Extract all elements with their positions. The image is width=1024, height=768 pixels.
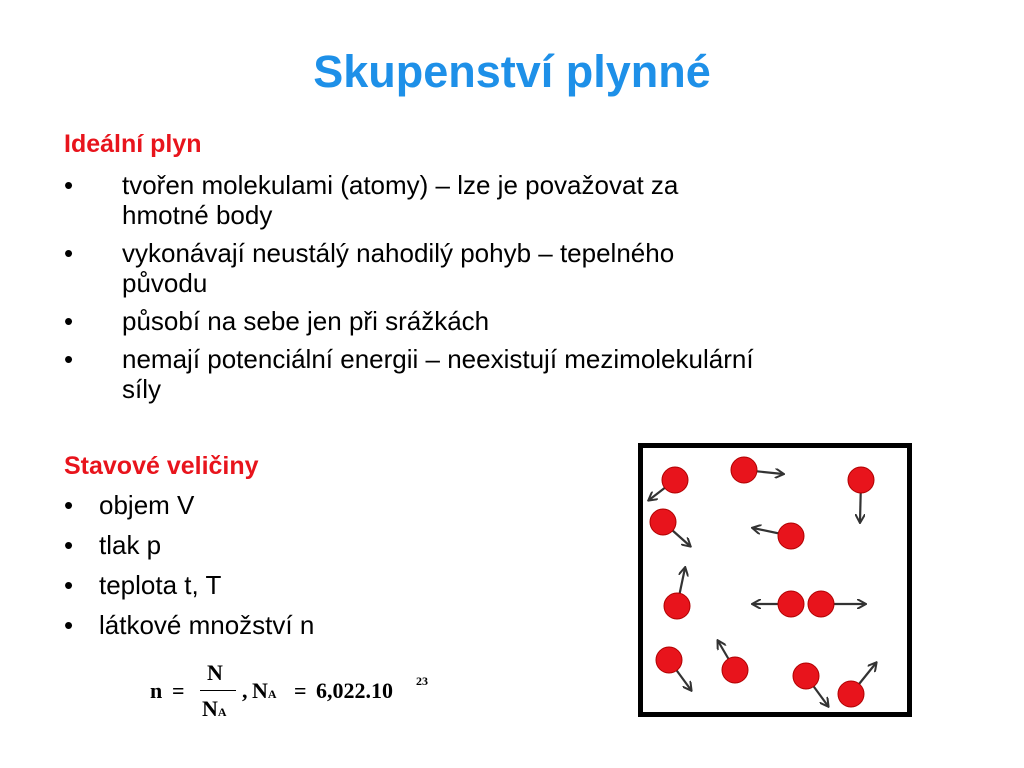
formula-equals-2: =: [294, 678, 307, 703]
molecule: [808, 591, 834, 617]
formula-n: n: [150, 678, 163, 703]
bullet-icon: •: [64, 238, 74, 268]
list-item: • teplota t, T: [64, 570, 222, 600]
heading-stavove-veliciny: Stavové veličiny: [64, 452, 259, 480]
bullet-icon: •: [64, 610, 74, 640]
list-item: • vykonávají neustálý nahodilý pohyb – tepelného původu: [64, 238, 675, 298]
bullet-icon: •: [64, 306, 74, 336]
bullet-icon: •: [64, 170, 74, 200]
molecule: [778, 523, 804, 549]
molecule: [848, 467, 874, 493]
fraction-line: [200, 690, 236, 691]
bullet-icon: •: [64, 570, 74, 600]
molecule: [793, 663, 819, 689]
molecule: [778, 591, 804, 617]
molecule: [650, 509, 676, 535]
molecule: [838, 681, 864, 707]
list-item: • tvořen molekulami (atomy) – lze je považovat za hmotné body: [64, 170, 679, 230]
bullet-icon: •: [64, 490, 74, 520]
molecule: [722, 657, 748, 683]
slide-title: Skupenství plynné: [313, 46, 711, 97]
formula-equals: =: [172, 678, 185, 703]
formula-na: NA: [252, 678, 277, 703]
heading-idealni-plyn: Ideální plyn: [64, 130, 202, 158]
molecules-illustration: [643, 448, 907, 712]
list-item: • látkové množství n: [64, 610, 315, 640]
molecule: [664, 593, 690, 619]
molecule: [656, 647, 682, 673]
bullet-icon: •: [64, 344, 74, 374]
state-quantities-list: [64, 490, 584, 650]
list-item: • tlak p: [64, 530, 162, 560]
formula-comma: ,: [242, 678, 248, 703]
ideal-gas-list: [64, 170, 964, 412]
formula-exponent: 23: [416, 674, 428, 688]
gas-container-diagram: [638, 443, 912, 717]
molecule: [662, 467, 688, 493]
list-item: • objem V: [64, 490, 195, 520]
formula-denominator: NA: [202, 696, 227, 721]
formula-value: 6,022.10: [316, 678, 393, 703]
molecule: [731, 457, 757, 483]
bullet-icon: •: [64, 530, 74, 560]
formula-numerator: N: [207, 660, 223, 685]
list-item: • působí na sebe jen při srážkách: [64, 306, 490, 336]
list-item: • nemají potenciální energii – neexistují mezimolekulární síly: [64, 344, 754, 404]
